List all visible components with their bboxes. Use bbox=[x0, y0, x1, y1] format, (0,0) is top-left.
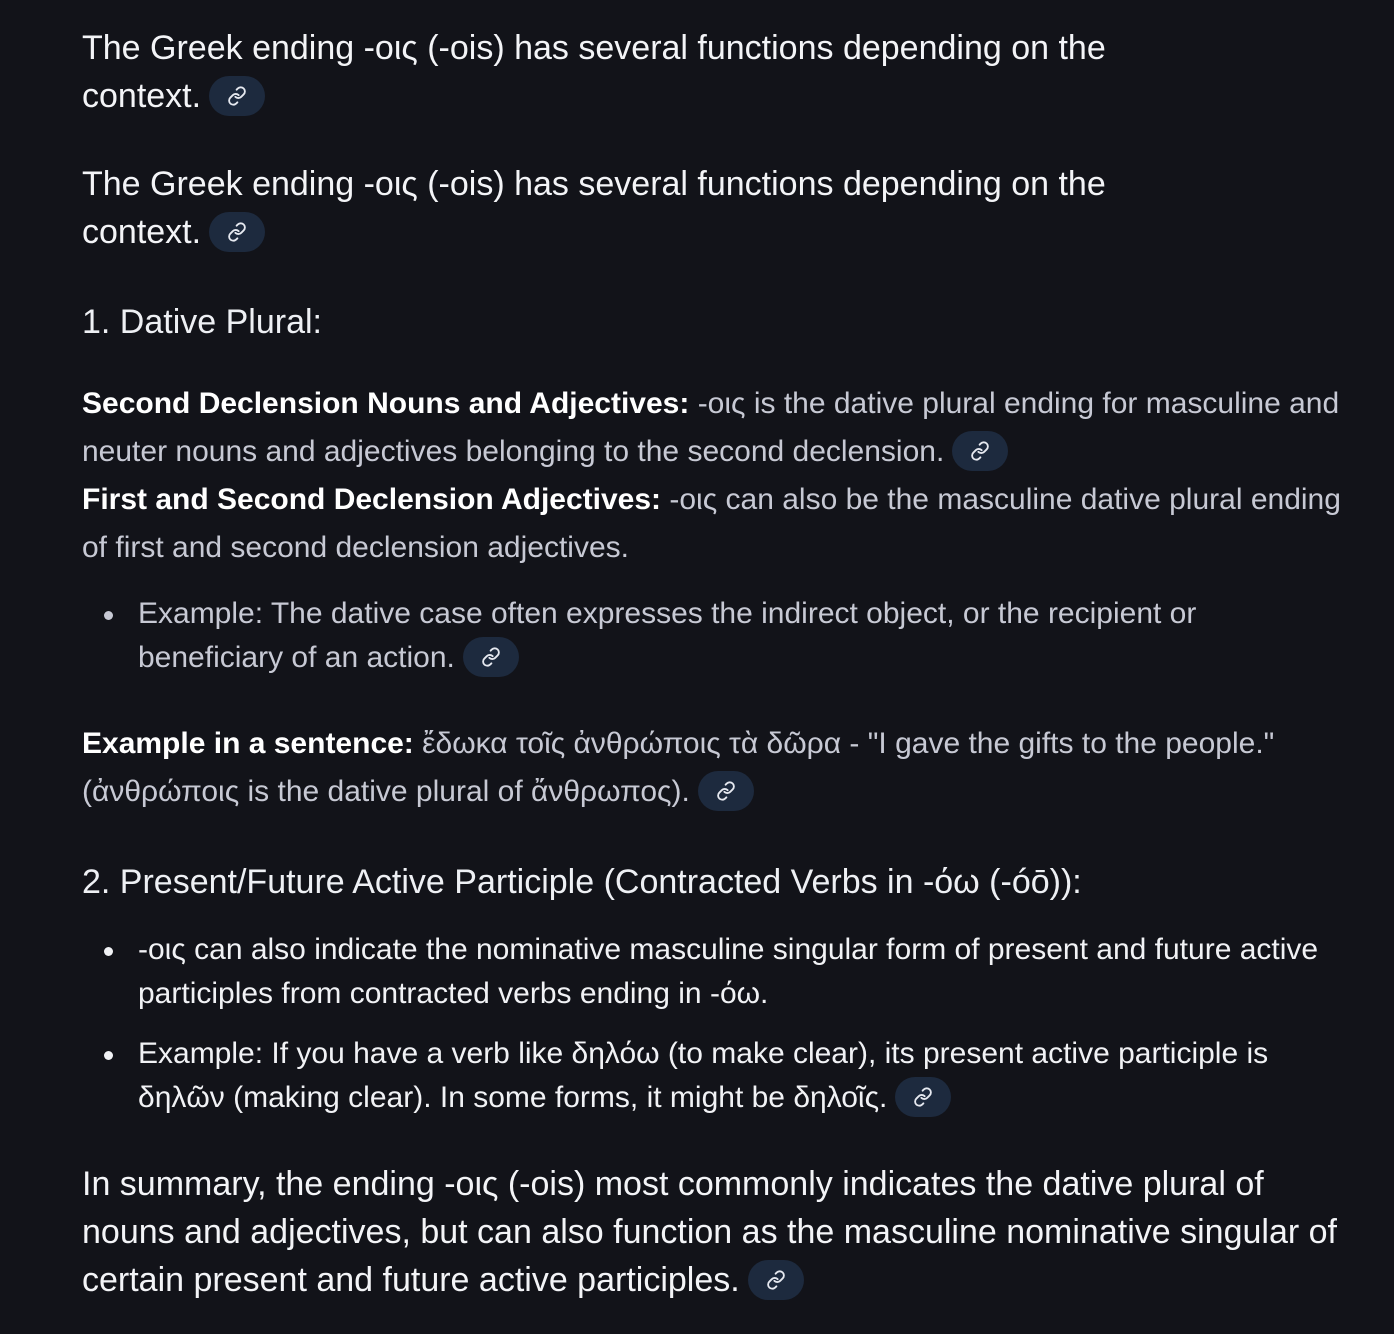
list-item bbox=[82, 928, 1352, 1016]
sentence-example-label: Example in a sentence: bbox=[82, 727, 414, 760]
list-item-text: Example: The dative case often expresses the indirect object, or the recipient or beneficiary of an action. bbox=[138, 597, 1197, 674]
list-item-text: Example: If you have a verb like δηλόω (to make clear), its present active participle is δηλῶν (making clear). In some forms, it might be δηλοῖς. bbox=[138, 1037, 1269, 1114]
intro-text-1: The Greek ending -οις (-ois) has several functions depending on the context. bbox=[82, 29, 1106, 115]
citation-button[interactable] bbox=[748, 1260, 804, 1300]
summary-paragraph bbox=[82, 1160, 1352, 1304]
definition-label-first-second-declension: First and Second Declension Adjectives: bbox=[82, 483, 662, 516]
definition-paragraph bbox=[82, 380, 1352, 572]
list-item bbox=[82, 1032, 1352, 1120]
section-heading-dative-plural: 1. Dative Plural: bbox=[82, 303, 322, 341]
sentence-example-text: ἔδωκα τοῖς ἀνθρώποις τὰ δῶρα - "I gave the gifts to the people." (ἀνθρώποις is the dative plural of ἄνθρωπος). bbox=[82, 727, 1275, 808]
link-icon bbox=[913, 1087, 933, 1107]
link-icon bbox=[716, 781, 736, 801]
sentence-example-paragraph bbox=[82, 720, 1352, 816]
citation-button[interactable] bbox=[698, 771, 754, 811]
summary-text: In summary, the ending -οις (-ois) most commonly indicates the dative plural of nouns and adjectives, but can also function as the masculine nominative singular of certain present and future active participles. bbox=[82, 1165, 1337, 1299]
definition-text-second-declension: -οις is the dative plural ending for masculine and neuter nouns and adjectives belonging to the second declension. bbox=[82, 387, 1340, 468]
citation-button[interactable] bbox=[463, 637, 519, 677]
intro-paragraph-1 bbox=[82, 24, 1212, 120]
participle-list bbox=[82, 928, 1352, 1120]
citation-button[interactable] bbox=[895, 1077, 951, 1117]
list-item bbox=[82, 592, 1322, 680]
intro-text-2: The Greek ending -οις (-ois) has several functions depending on the context. bbox=[82, 165, 1106, 251]
dative-example-list bbox=[82, 592, 1322, 680]
intro-paragraph-2 bbox=[82, 160, 1212, 256]
list-item-text: -οις can also indicate the nominative masculine singular form of present and future active participles from contracted verbs ending in -όω. bbox=[138, 933, 1319, 1010]
link-icon bbox=[766, 1270, 786, 1290]
citation-button[interactable] bbox=[952, 431, 1008, 471]
definition-text-first-second-declension: -οις can also be the masculine dative plural ending of first and second declension adjectives. bbox=[82, 483, 1341, 564]
definition-label-second-declension: Second Declension Nouns and Adjectives: bbox=[82, 387, 690, 420]
link-icon bbox=[481, 647, 501, 667]
link-icon bbox=[227, 86, 247, 106]
link-icon bbox=[970, 441, 990, 461]
section-heading-participle: 2. Present/Future Active Participle (Contracted Verbs in -όω (-óō)): bbox=[82, 863, 1082, 901]
citation-button[interactable] bbox=[209, 76, 265, 116]
citation-button[interactable] bbox=[209, 212, 265, 252]
link-icon bbox=[227, 222, 247, 242]
